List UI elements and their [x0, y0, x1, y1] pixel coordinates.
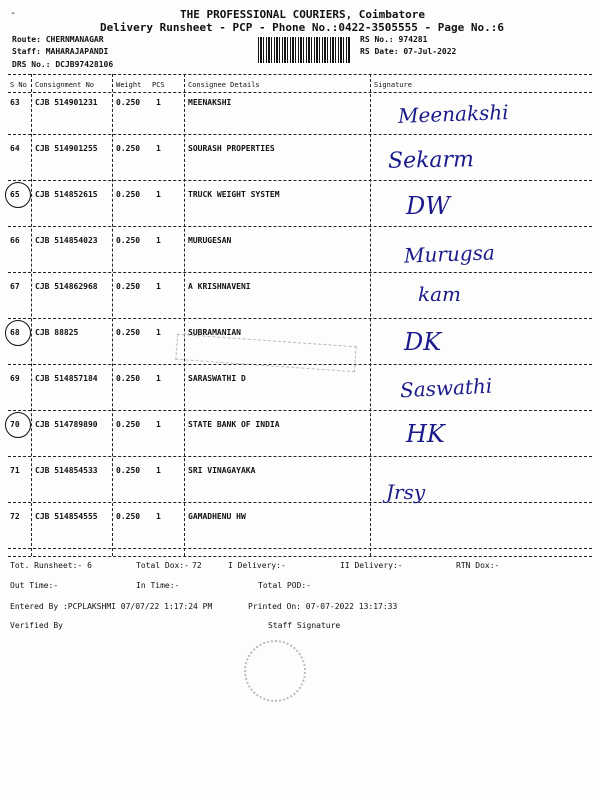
barcode — [258, 37, 350, 63]
row-pcs: 1 — [156, 236, 161, 245]
row-signature: Jrsy — [386, 480, 426, 504]
row-consignee: SUBRAMANIAN — [188, 328, 241, 337]
row-consignment-no: CJB 88825 — [35, 328, 79, 337]
row-consignment-no: CJB 514901231 — [35, 98, 98, 107]
row-sno: 70 — [10, 420, 20, 429]
rtn-dox-label: RTN Dox:- — [456, 561, 500, 570]
row-circle-mark — [5, 182, 31, 208]
row-weight: 0.250 — [116, 374, 141, 383]
round-seal — [244, 640, 306, 702]
col-header-weight: Weight — [116, 81, 142, 89]
row-signature: DW — [406, 192, 450, 220]
ii-delivery-label: II Delivery:- — [340, 561, 403, 570]
company-name: THE PROFESSIONAL COURIERS, Coimbatore — [180, 8, 426, 21]
row-divider — [8, 410, 592, 411]
row-weight: 0.250 — [116, 328, 141, 337]
row-divider — [8, 318, 592, 319]
row-pcs: 1 — [156, 328, 161, 337]
rs-number: RS No.: 974281 — [360, 35, 428, 44]
rs-date: RS Date: 07-Jul-2022 — [360, 47, 457, 56]
row-sno: 68 — [10, 328, 20, 337]
row-signature: Murugsa — [403, 240, 496, 268]
total-pod-label: Total POD:- — [258, 581, 311, 590]
row-consignment-no: CJB 514901255 — [35, 144, 98, 153]
row-sno: 65 — [10, 190, 20, 199]
row-sno: 63 — [10, 98, 20, 107]
row-consignee: MEENAKSHI — [188, 98, 232, 107]
row-pcs: 1 — [156, 512, 161, 521]
row-pcs: 1 — [156, 190, 161, 199]
row-consignee: SOURASH PROPERTIES — [188, 144, 275, 153]
row-consignee: GAMADHENU HW — [188, 512, 246, 521]
row-signature: Sekarm — [387, 147, 475, 174]
row-sno: 71 — [10, 466, 20, 475]
row-divider — [8, 134, 592, 135]
verified-by-label: Verified By — [10, 621, 63, 630]
total-dox-label: Total Dox:- — [136, 561, 189, 570]
row-weight: 0.250 — [116, 282, 141, 291]
row-consignee: STATE BANK OF INDIA — [188, 420, 280, 429]
entered-by: Entered By :PCPLAKSHMI 07/07/22 1:17:24 PM — [10, 602, 213, 611]
row-signature: kam — [418, 282, 462, 306]
row-divider — [8, 272, 592, 273]
printed-on: Printed On: 07-07-2022 13:17:33 — [248, 602, 398, 611]
staff-signature-label: Staff Signature — [268, 621, 341, 630]
row-weight: 0.250 — [116, 466, 141, 475]
row-signature: HK — [406, 420, 445, 448]
row-consignee: MURUGESAN — [188, 236, 232, 245]
total-dox-value: 72 — [192, 561, 202, 570]
row-weight: 0.250 — [116, 190, 141, 199]
row-pcs: 1 — [156, 466, 161, 475]
row-consignee: TRUCK WEIGHT SYSTEM — [188, 190, 280, 199]
staff-label: Staff: MAHARAJAPANDI — [12, 47, 109, 56]
row-consignment-no: CJB 514854533 — [35, 466, 98, 475]
row-pcs: 1 — [156, 420, 161, 429]
row-divider — [8, 226, 592, 227]
row-circle-mark — [5, 412, 31, 438]
row-divider — [8, 548, 592, 549]
row-sno: 66 — [10, 236, 20, 245]
row-consignment-no: CJB 514857184 — [35, 374, 98, 383]
runsheet-title: Delivery Runsheet - PCP - Phone No.:0422-3505555 - Page No.:6 — [100, 21, 504, 34]
route-label: Route: CHERNMANAGAR — [12, 35, 104, 44]
margin-mark: - — [10, 8, 17, 19]
row-weight: 0.250 — [116, 512, 141, 521]
row-sno: 72 — [10, 512, 20, 521]
row-sno: 64 — [10, 144, 20, 153]
row-pcs: 1 — [156, 374, 161, 383]
out-time-label: Out Time:- — [10, 581, 59, 590]
row-divider — [8, 180, 592, 181]
row-consignment-no: CJB 514854023 — [35, 236, 98, 245]
row-consignment-no: CJB 514789890 — [35, 420, 98, 429]
row-weight: 0.250 — [116, 98, 141, 107]
col-header-signature: Signature — [374, 81, 412, 89]
row-pcs: 1 — [156, 144, 161, 153]
row-signature: Meenakshi — [397, 100, 510, 128]
row-signature: Saswathi — [399, 373, 493, 403]
row-circle-mark — [5, 320, 31, 346]
drs-number: DRS No.: DCJB97428106 — [12, 60, 114, 69]
row-signature: DK — [404, 328, 442, 356]
row-weight: 0.250 — [116, 144, 141, 153]
i-delivery-label: I Delivery:- — [228, 561, 286, 570]
row-consignee: SRI VINAGAYAKA — [188, 466, 256, 475]
col-header-pcs: PCS — [152, 81, 165, 89]
row-weight: 0.250 — [116, 420, 141, 429]
row-sno: 67 — [10, 282, 20, 291]
col-header-sno: S No — [10, 81, 27, 89]
row-consignee: SARASWATHI D — [188, 374, 246, 383]
row-consignee: A KRISHNAVENI — [188, 282, 251, 291]
row-pcs: 1 — [156, 282, 161, 291]
col-header-consignment: Consignment No — [35, 81, 95, 89]
col-header-consignee: Consignee Details — [188, 81, 260, 89]
faded-stamp — [175, 334, 356, 372]
row-sno: 69 — [10, 374, 20, 383]
total-runsheet: Tot. Runsheet:- 6 — [10, 561, 92, 570]
row-consignment-no: CJB 514854555 — [35, 512, 98, 521]
row-divider — [8, 502, 592, 503]
in-time-label: In Time:- — [136, 581, 180, 590]
row-pcs: 1 — [156, 98, 161, 107]
row-divider — [8, 456, 592, 457]
row-weight: 0.250 — [116, 236, 141, 245]
row-consignment-no: CJB 514852615 — [35, 190, 98, 199]
row-consignment-no: CJB 514862968 — [35, 282, 98, 291]
